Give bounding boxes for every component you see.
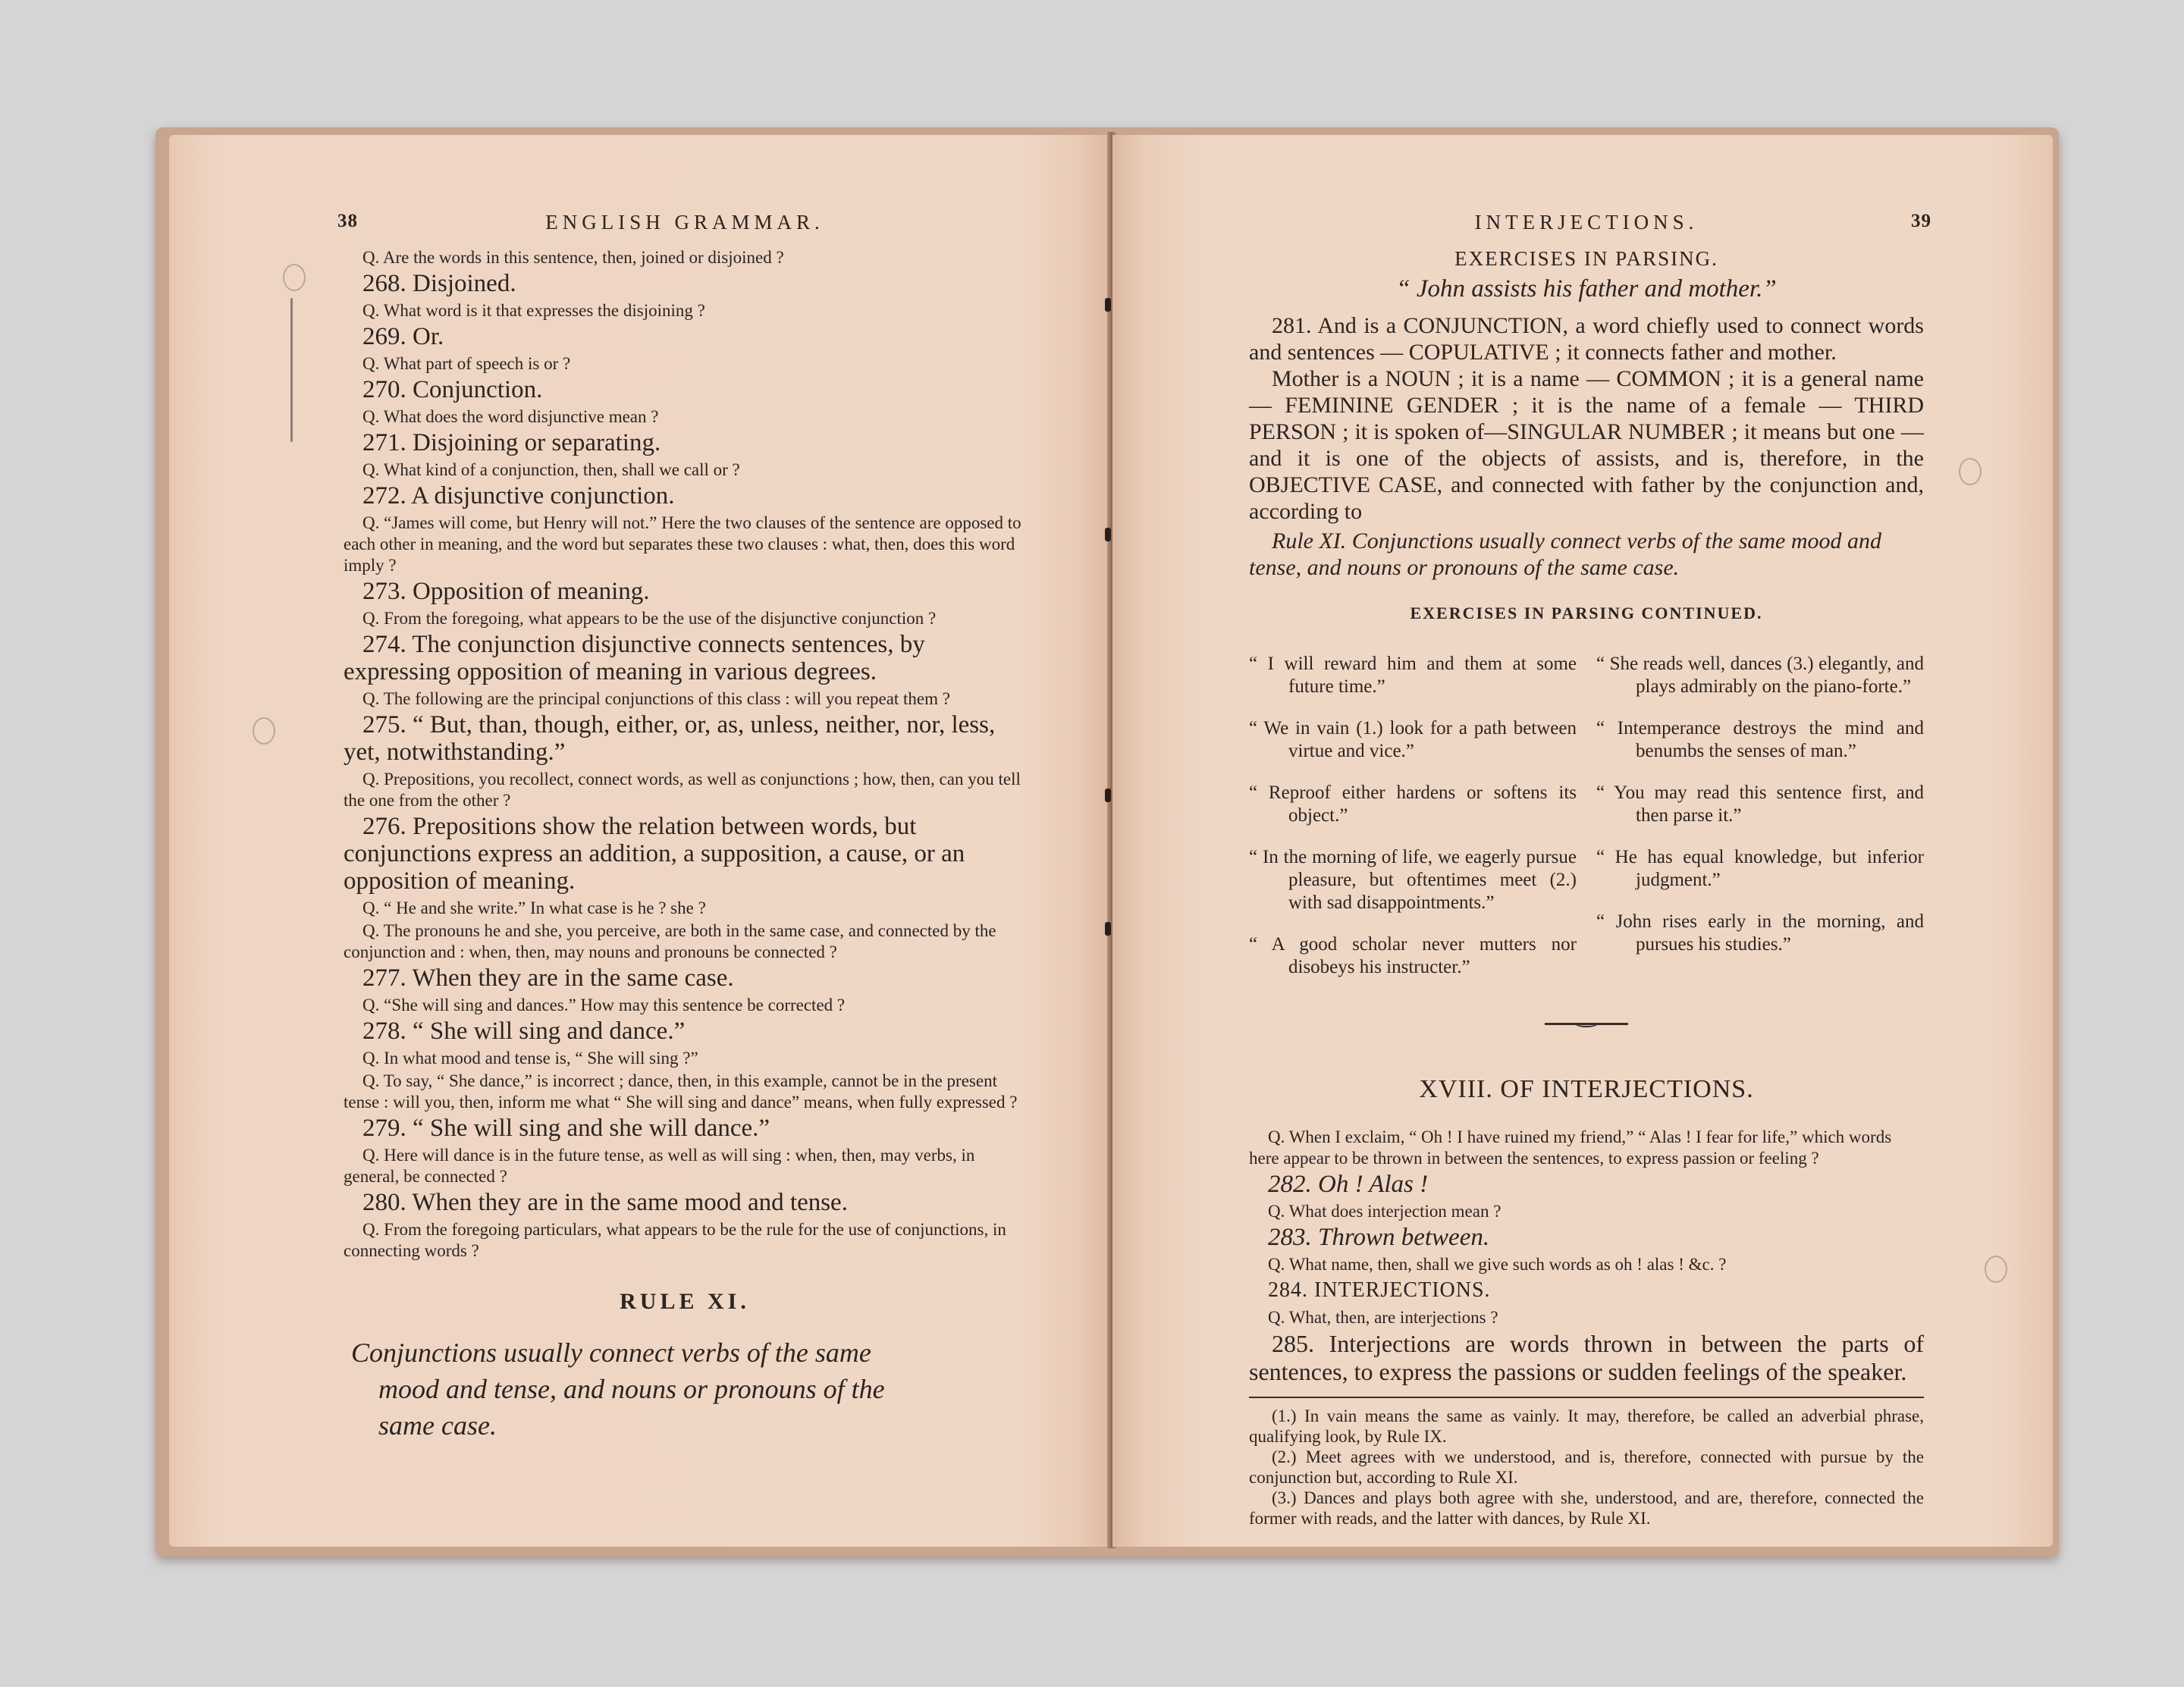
running-head-title: ENGLISH GRAMMAR. [545,211,824,234]
footnote: (3.) Dances and plays both agree with she, understood, and are, therefore, connected the former with reads, and the latter with dances, by Rule XI. [1249,1488,1924,1528]
section-title: XVIII. OF INTERJECTIONS. [1419,1075,1754,1103]
page-number: 38 [337,211,358,231]
running-head-right [1249,211,1931,244]
exercise-item: “ We in vain (1.) look for a path between virtue and vice.” [1249,718,1577,761]
question: Q. What name, then, shall we give such words as oh ! alas ! &c. ? [1268,1255,1727,1274]
question: Q. The following are the principal conjunctions of this class : will you repeat them ? [362,689,950,708]
answer: 271. Disjoining or separating. [362,429,661,456]
question: Q. Here will dance is in the future tense, as well as will sing : when, then, may verbs, in general, be connected ? [344,1146,975,1186]
rule-statement [351,1334,1026,1444]
question: Q. What does the word disjunctive mean ? [362,407,659,426]
pencil-mark [290,298,293,442]
question: Q. Are the words in this sentence, then, joined or disjoined ? [362,248,784,267]
running-head-title: INTERJECTIONS. [1474,211,1699,234]
question: Q. What part of speech is or ? [362,354,571,373]
punch-hole-mark [1959,458,1982,485]
footnote: (2.) Meet agrees with we understood, and is, therefore, connected with pursue by the conjunction but, according to Rule XI. [1249,1447,1924,1487]
answer: 269. Or. [362,323,444,350]
answer: 283. Thrown between. [1268,1224,1490,1251]
question: Q. What kind of a conjunction, then, shall we call or ? [362,460,740,479]
answer: 282. Oh ! Alas ! [1268,1171,1429,1198]
binding-stitch [1105,528,1111,541]
answer: 278. “ She will sing and dance.” [362,1018,686,1045]
question: Q. The pronouns he and she, you perceive, are both in the same case, and connected by the conjunction and : when, then, may nouns and pronouns be connected ? [344,921,996,961]
rule-reference: Rule XI. Conjunctions usually connect verbs of the same mood and tense, and nouns or pronouns of the same case. [1249,528,1882,580]
question: Q. In what mood and tense is, “ She will sing ?” [362,1049,698,1068]
exercise-item: “ In the morning of life, we eagerly pursue pleasure, but oftentimes meet (2.) with sad disappointments.” [1249,847,1577,913]
binding-stitch [1105,298,1111,312]
question: Q. From the foregoing particulars, what appears to be the rule for the use of conjunctions, in connecting words ? [344,1220,1006,1260]
ornamental-rule [1545,1023,1628,1030]
question: Q. When I exclaim, “ Oh ! I have ruined my friend,” “ Alas ! I fear for life,” which words here appear to be thrown in between the sentences, to express passion or feeling ? [1249,1127,1892,1168]
question: Q. What, then, are interjections ? [1268,1308,1498,1327]
answer: 275. “ But, than, though, either, or, as, unless, neither, nor, less, yet, notwithstanding.” [344,711,996,766]
open-book [155,127,2059,1557]
right-page [1112,135,2053,1547]
rule-line: same case. [378,1410,497,1441]
question: Q. Prepositions, you recollect, connect words, as well as conjunctions ; how, then, can you tell the one from the other ? [344,770,1021,810]
rule-heading: RULE XI. [620,1289,750,1314]
footnote: (1.) In vain means the same as vainly. It may, therefore, be called an adverbial phrase, qualifying look, by Rule IX. [1249,1406,1924,1446]
binding-stitch [1105,789,1111,802]
punch-hole-mark [1985,1256,2007,1283]
question: Q. From the foregoing, what appears to be the use of the disjunctive conjunction ? [362,609,937,628]
exercise-item: “ Intemperance destroys the mind and benumbs the senses of man.” [1596,718,1924,761]
exercise-item: “ I will reward him and them at some future time.” [1249,654,1577,697]
punch-hole-mark [253,717,275,745]
answer: 276. Prepositions show the relation between words, but conjunctions express an addition, a supposition, a cause, or an opposition of meaning. [344,813,965,895]
answer: 279. “ She will sing and she will dance.” [362,1115,770,1142]
answer: 280. When they are in the same mood and tense. [362,1189,848,1216]
answer: 284. INTERJECTIONS. [1268,1278,1491,1302]
answer-285: 285. Interjections are words thrown in between the parts of sentences, to express the passions or sudden feelings of the speaker. [1249,1330,1924,1385]
running-head-left [337,211,1026,244]
question: Q. What does interjection mean ? [1268,1202,1502,1221]
rule-line: Conjunctions usually connect verbs of the same [351,1337,871,1368]
exercise-item: “ A good scholar never mutters nor disobeys his instructer.” [1249,934,1577,977]
rule-line: mood and tense, and nouns or pronouns of the [378,1374,885,1404]
exercise-item: “ He has equal knowledge, but inferior judgment.” [1596,847,1924,890]
page-number: 39 [1911,211,1931,231]
question: Q. “She will sing and dances.” How may this sentence be corrected ? [362,996,846,1014]
exercise-columns [1249,634,1924,982]
exercises-heading: EXERCISES IN PARSING. [1454,247,1718,270]
exercise-column-right [1596,634,1924,982]
binding-stitch [1105,922,1111,936]
answer: 270. Conjunction. [362,376,543,403]
exercises-continued-heading: EXERCISES IN PARSING CONTINUED. [1410,604,1763,622]
paragraph-mother: Mother is a NOUN ; it is a name — COMMON ; it is a general name — FEMININE GENDER ; it is the name of a female — THIRD PERSON ; it is spoken of—SINGULAR NUMBER ; it means but one — and it is one of the objects of assists, and is, therefore, in the OBJECTIVE CASE, and connected with father by the conjunction and, according to [1249,366,1924,524]
punch-hole-mark [283,264,306,291]
exercise-item: “ Reproof either hardens or softens its object.” [1249,782,1577,826]
question: Q. To say, “ She dance,” is incorrect ; dance, then, in this example, cannot be in the present tense : will you, then, inform me what “ She will sing and dance” means, when fully expressed ? [344,1071,1018,1112]
answer: 277. When they are in the same case. [362,964,734,992]
exercise-item: “ You may read this sentence first, and then parse it.” [1596,782,1924,826]
paragraph-281: 281. And is a CONJUNCTION, a word chiefly used to connect words and sentences — COPULATIVE ; it connects father and mother. [1249,313,1924,365]
footnotes [1249,1397,1924,1529]
answer: 272. A disjunctive conjunction. [362,482,675,510]
question: Q. “James will come, but Henry will not.” Here the two clauses of the sentence are opposed to each other in meaning, and the word but separates these two clauses : what, then, does this word imply ? [344,513,1021,575]
parsing-sentence: “ John assists his father and mother.” [1396,275,1777,303]
answer: 268. Disjoined. [362,270,516,297]
question: Q. What word is it that expresses the disjoining ? [362,301,705,320]
answer: 273. Opposition of meaning. [362,578,650,605]
exercise-item: “ John rises early in the morning, and pursues his studies.” [1596,911,1924,955]
question: Q. “ He and she write.” In what case is he ? she ? [362,898,706,917]
answer: 274. The conjunction disjunctive connects sentences, by expressing opposition of meaning in various degrees. [344,631,925,685]
left-page [169,135,1109,1547]
exercise-column-left [1249,634,1577,982]
exercise-item: “ She reads well, dances (3.) elegantly, and plays admirably on the piano-forte.” [1596,654,1924,697]
